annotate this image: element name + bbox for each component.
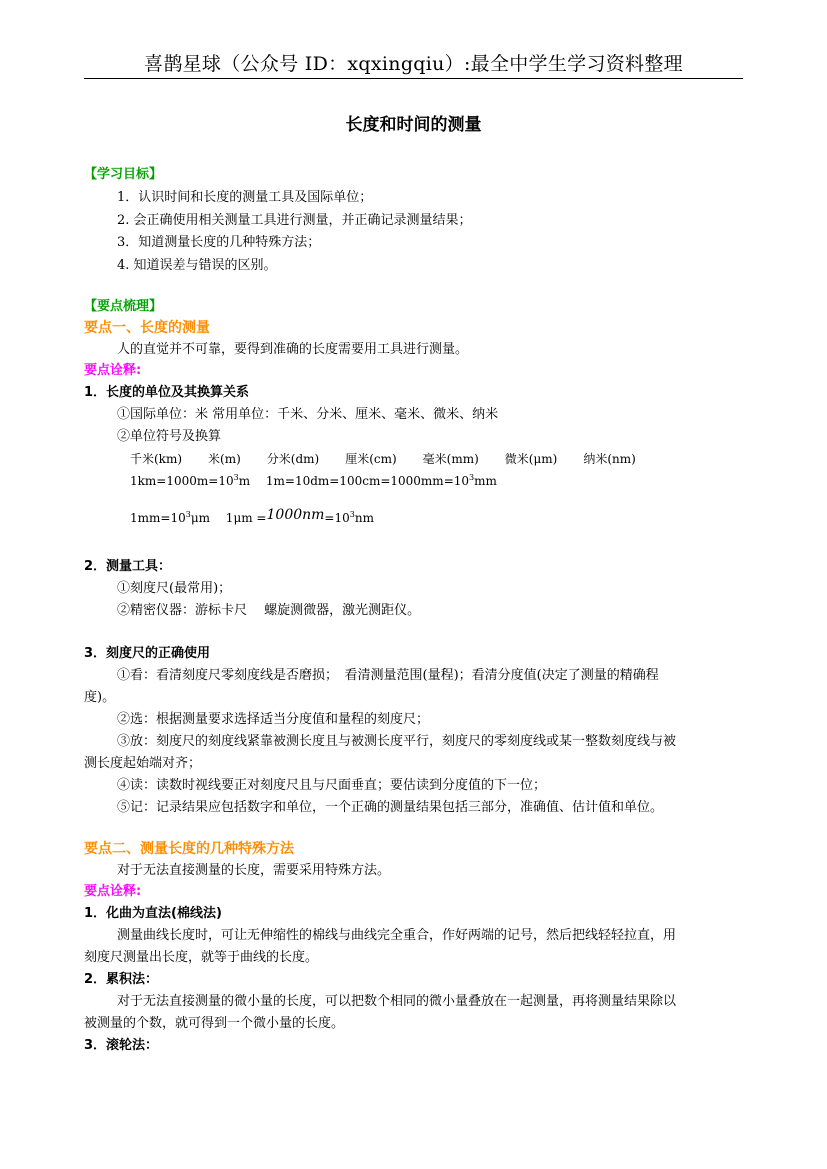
point1-heading: 要点一、长度的测量 xyxy=(84,320,210,336)
section-heading: 1．长度的单位及其换算关系 xyxy=(84,385,250,400)
tool-line: ②精密仪器：游标卡尺 螺旋测微器，激光测距仪。 xyxy=(117,603,421,618)
unit-item: 微米(μm) xyxy=(504,452,558,466)
ruler-step-cont: 测长度起始端对齐； xyxy=(84,756,202,771)
method-heading: 2．累积法： xyxy=(84,972,159,987)
summary-heading: 【要点梳理】 xyxy=(84,299,163,314)
point1-intro: 人的直觉并不可靠，要得到准确的长度需要用工具进行测量。 xyxy=(117,342,469,357)
unit-item: 分米(dm) xyxy=(266,452,320,466)
goal-item: 4. 知道误差与错误的区别。 xyxy=(117,258,277,273)
document-title: 长度和时间的测量 xyxy=(345,115,482,135)
unit-item: 米(m) xyxy=(208,452,241,466)
method-heading: 3．滚轮法： xyxy=(84,1038,159,1053)
formula-image: 1000nm xyxy=(266,507,325,523)
page-header: 喜鹊星球（公众号 ID：xqxingqiu）:最全中学生学习资料整理 xyxy=(84,50,743,79)
conversion-line: $1mm=10^3\mu m$ $1\mu m =1000nm=10^3nm$ xyxy=(130,507,374,525)
goal-item: 1．认识时间和长度的测量工具及国际单位； xyxy=(117,190,373,205)
ruler-step: ①看：看清刻度尺零刻度线是否磨损； 看清测量范围(量程)；看清分度值(决定了测量的精确程 xyxy=(117,668,659,683)
ruler-step: ③放：刻度尺的刻度线紧靠被测长度且与被测长度平行，刻度尺的零刻度线或某一整数刻度线与被 xyxy=(117,734,677,749)
unit-item: 纳米(nm) xyxy=(583,452,636,466)
point2-heading: 要点二、测量长度的几种特殊方法 xyxy=(84,841,294,857)
method-text: 测量曲线长度时，可让无伸缩性的棉线与曲线完全重合，作好两端的记号，然后把线轻轻拉直，用 xyxy=(117,928,677,943)
method-text: 被测量的个数，就可得到一个微小量的长度。 xyxy=(84,1016,345,1031)
conversion-line: $1km=1000m=10^3m$ $1m=10dm=100cm=1000mm=10^3mm$ xyxy=(130,473,497,488)
goal-item: 3．知道测量长度的几种特殊方法； xyxy=(117,235,321,250)
point2-note-label: 要点诠释: xyxy=(84,884,142,899)
ruler-step: ②选：根据测量要求选择适当分度值和量程的刻度尺； xyxy=(117,712,430,727)
unit-symbol-line: ②单位符号及换算 xyxy=(117,429,222,444)
point2-intro: 对于无法直接测量的长度，需要采用特殊方法。 xyxy=(117,863,391,878)
method-text: 对于无法直接测量的微小量的长度，可以把数个相同的微小量叠放在一起测量，再将测量结果除以 xyxy=(117,994,677,1009)
unit-item: 毫米(mm) xyxy=(422,452,479,466)
tool-line: ①刻度尺(最常用)； xyxy=(117,581,232,596)
ruler-step: ④读：读数时视线要正对刻度尺且与尺面垂直；要估读到分度值的下一位； xyxy=(117,778,547,793)
point1-note-label: 要点诠释: xyxy=(84,363,142,378)
unit-list xyxy=(130,450,662,468)
goal-item: 2. 会正确使用相关测量工具进行测量，并正确记录测量结果； xyxy=(117,213,472,228)
ruler-step-cont: 度)。 xyxy=(84,690,116,705)
section-heading: 3．刻度尺的正确使用 xyxy=(84,646,211,661)
unit-item: 厘米(cm) xyxy=(345,452,397,466)
section-heading: 2．测量工具： xyxy=(84,559,172,574)
ruler-step: ⑤记：记录结果应包括数字和单位，一个正确的测量结果包括三部分，准确值、估计值和单位。 xyxy=(117,800,664,815)
goals-heading: 【学习目标】 xyxy=(84,167,163,182)
method-text: 刻度尺测量出长度，就等于曲线的长度。 xyxy=(84,950,319,965)
unit-line: ①国际单位：米 常用单位：千米、分米、厘米、毫米、微米、纳米 xyxy=(117,407,499,422)
unit-item: 千米(km) xyxy=(130,452,183,466)
method-heading: 1．化曲为直法(棉线法) xyxy=(84,906,222,921)
